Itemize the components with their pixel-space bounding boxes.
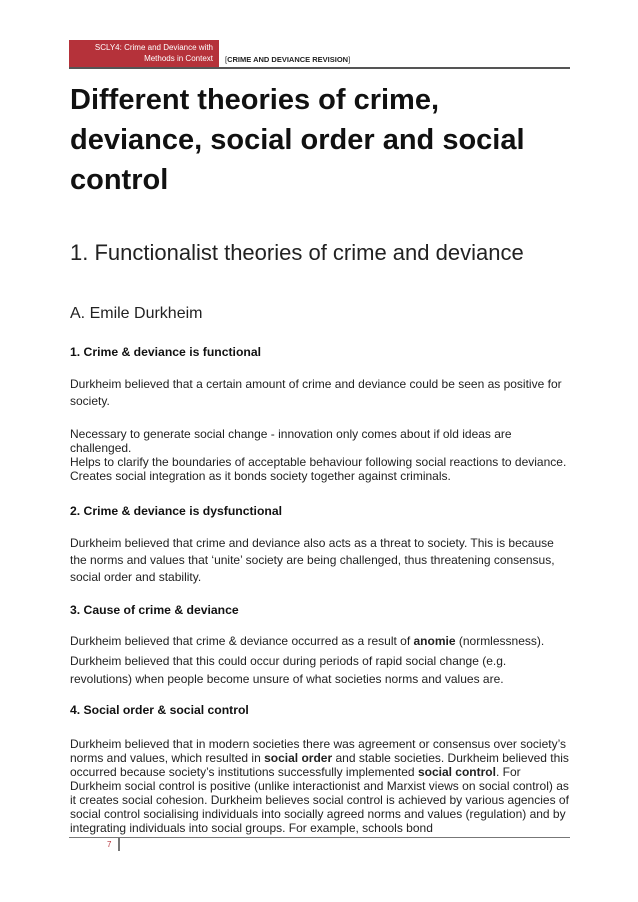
anomie-term: anomie xyxy=(413,634,456,648)
point-1-paragraph-3: Helps to clarify the boundaries of acceptable behaviour following social reactions to deviance. xyxy=(70,455,567,469)
point-4-text-a: Durkheim believed that in modern societies there was agreement or consensus over society’s norms and values, which resulted in xyxy=(70,737,567,765)
point-1-paragraph-1: Durkheim believed that a certain amount of crime and deviance could be seen as positive for society. xyxy=(70,377,562,408)
footer-divider xyxy=(69,837,570,838)
point-3-text-b: (normlessness). xyxy=(455,634,545,648)
point-1-paragraph-2: Necessary to generate social change - innovation only comes about if old ideas are challenged. xyxy=(70,427,512,455)
page-title: Different theories of crime, deviance, social order and social control xyxy=(70,84,525,196)
point-4-paragraph-1 xyxy=(70,737,570,835)
point-3-paragraph-2: Durkheim believed that this could occur during periods of rapid social change (e.g. revolutions) when people become unsure of what societies norms and values are. xyxy=(70,654,507,686)
revision-label: CRIME AND DEVIANCE REVISION xyxy=(227,55,349,64)
point-2-heading: 2. Crime & deviance is dysfunctional xyxy=(70,504,282,518)
point-3-text-a: Durkheim believed that crime & deviance occurred as a result of xyxy=(70,634,414,648)
point-1-paragraph-4: Creates social integration as it bonds society together against criminals. xyxy=(70,469,451,483)
point-4-text-b: and stable societies. Durkheim believed this occurred because society’s institutions successfully implemented xyxy=(70,751,569,779)
point-4-heading: 4. Social order & social control xyxy=(70,703,249,717)
module-name-line2: Methods in Context xyxy=(144,54,213,63)
footer-bar xyxy=(118,838,120,851)
subsection-heading: A. Emile Durkheim xyxy=(70,305,203,322)
page-number: 7 xyxy=(107,840,112,849)
section-heading: 1. Functionalist theories of crime and deviance xyxy=(70,240,524,265)
module-header-box xyxy=(69,40,219,67)
point-1-heading: 1. Crime & deviance is functional xyxy=(70,345,261,359)
point-4-text-c: . For Durkheim social control is positive (unlike interactionist and Marxist views on social control) as it creates social cohesion. Durkheim believes social control is achieved by various agencies of social control socialising individuals into socially agreed norms and values (regulation) and by integrating individuals into social groups. For example, schools bond xyxy=(70,765,569,835)
module-name-line1: SCLY4: Crime and Deviance with xyxy=(94,43,213,52)
point-3-paragraph-1 xyxy=(70,633,570,650)
point-1-list xyxy=(70,427,570,483)
social-control-term: social control xyxy=(417,765,496,779)
point-2-paragraph-1: Durkheim believed that crime and deviance also acts as a threat to society. This is because the norms and values that ‘unite’ society are being challenged, thus threatening consensus, social order and stability. xyxy=(70,536,555,584)
header-divider xyxy=(69,67,570,69)
social-order-term: social order xyxy=(264,751,333,765)
revision-header: [CRIME AND DEVIANCE REVISION] xyxy=(225,55,351,64)
point-3-heading: 3. Cause of crime & deviance xyxy=(70,603,239,617)
